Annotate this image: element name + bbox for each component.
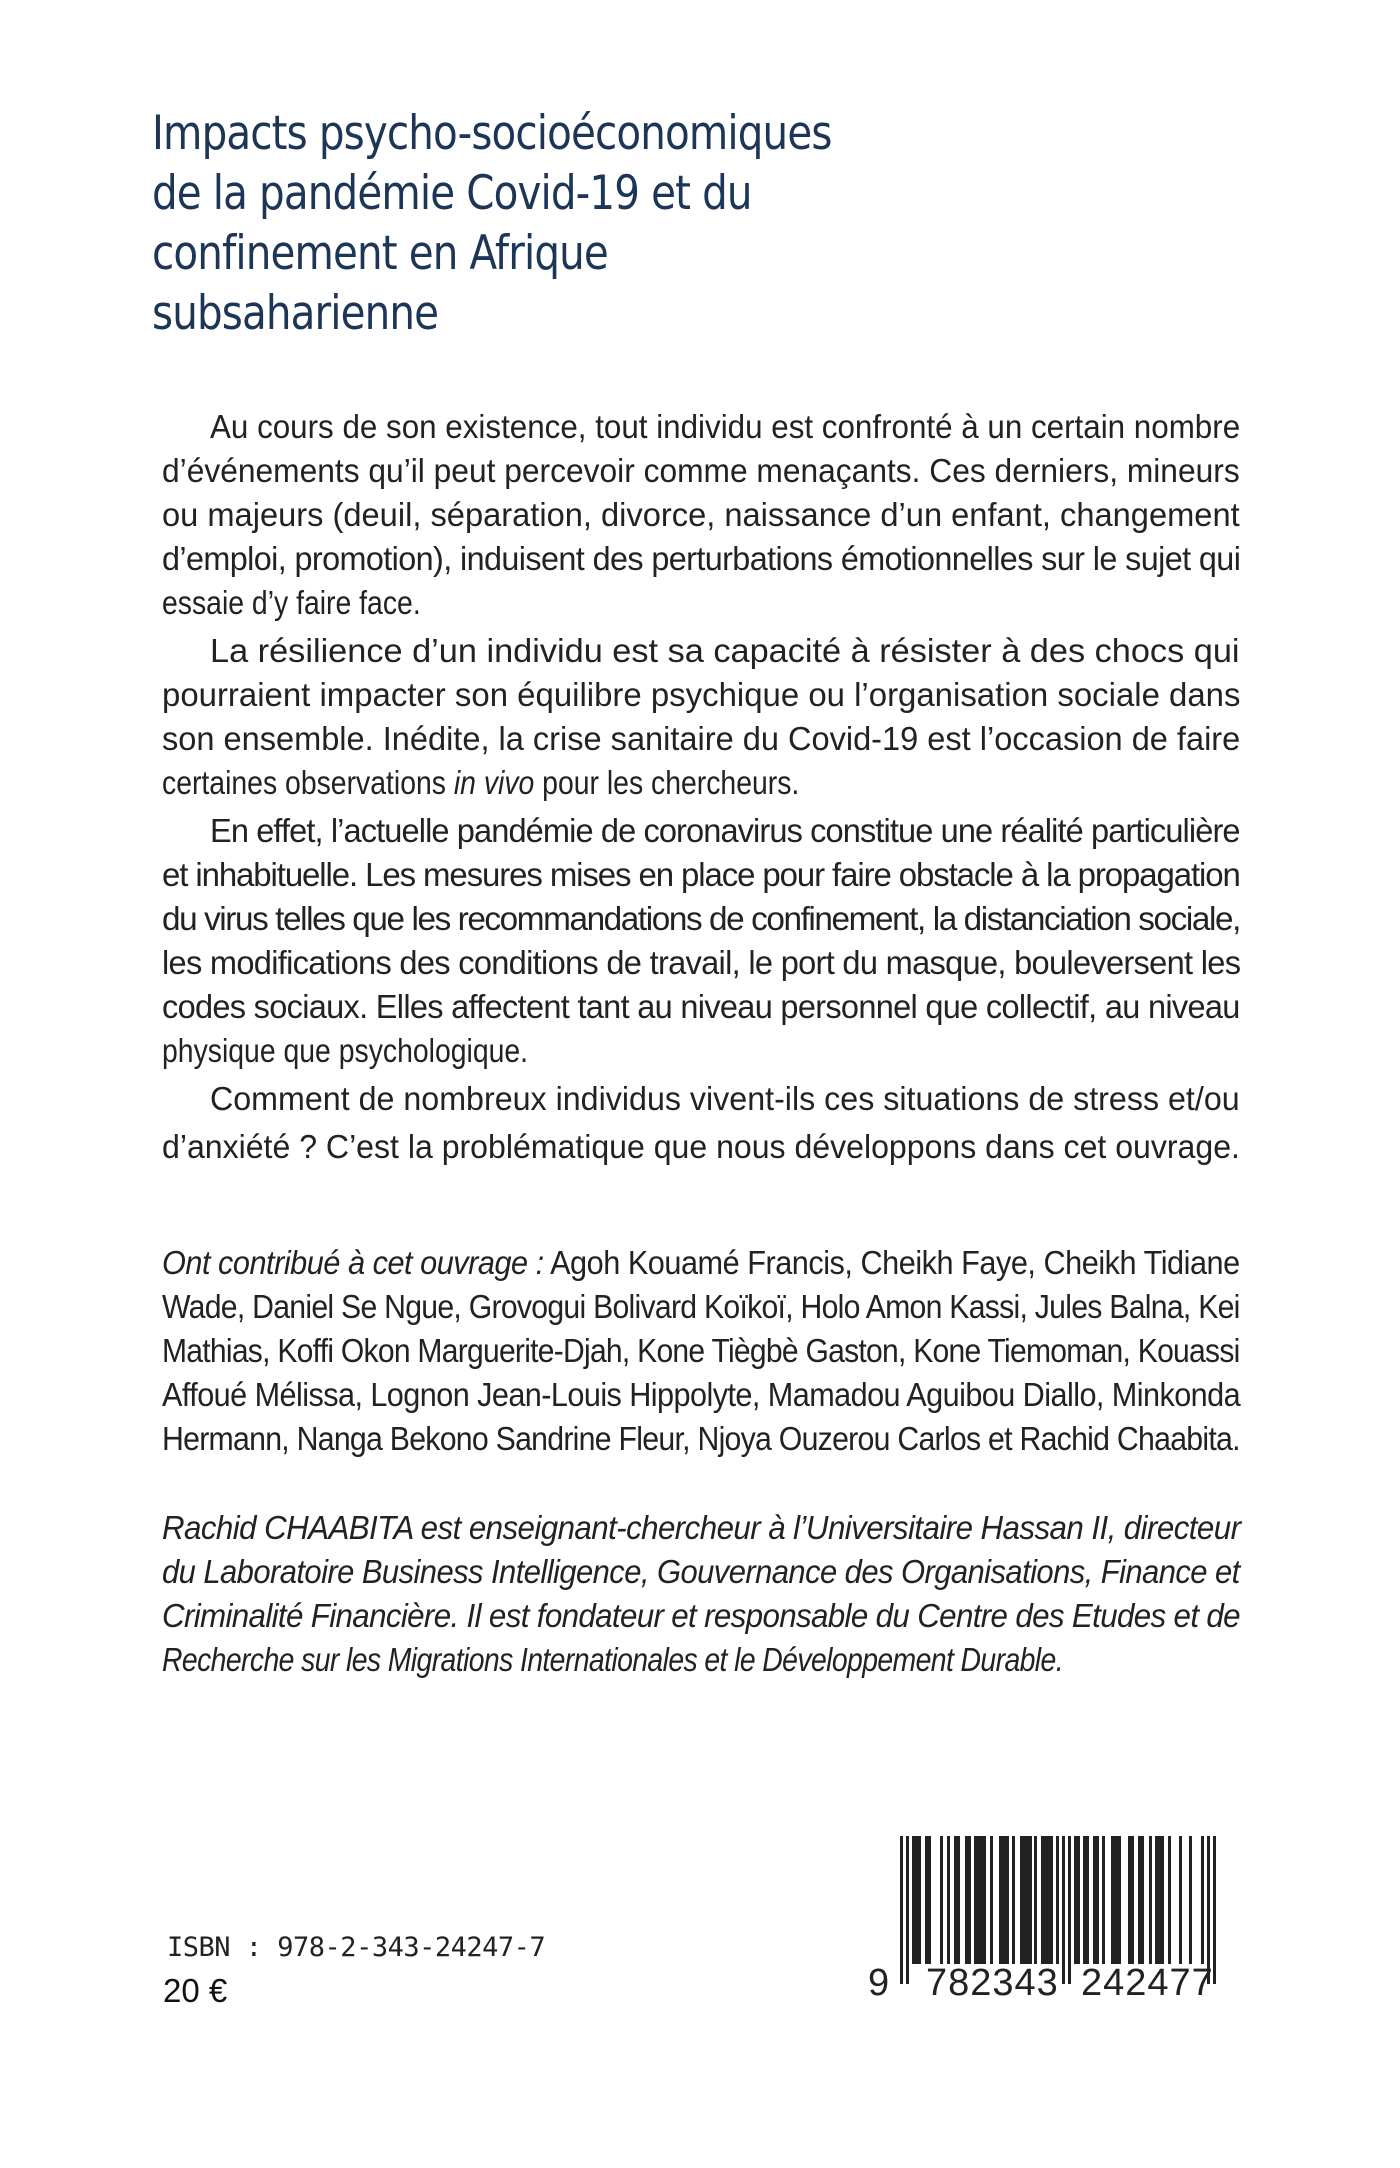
summary-line: son ensemble. Inédite, la crise sanitaire du Covid-19 est l’occasion de faire: [162, 720, 1241, 757]
title-line: de la pandémie Covid-19 et du: [152, 166, 752, 221]
contributors-line: Wade, Daniel Se Ngue, Grovogui Bolivard Koïkoï, Holo Amon Kassi, Jules Balna, Kei: [162, 1288, 1240, 1325]
bio-line: Rachid CHAABITA est enseignant-chercheur à l’Universitaire Hassan II, directeur: [162, 1509, 1241, 1546]
summary-line: essaie d’y faire face.: [162, 584, 421, 621]
bio-line: Recherche sur les Migrations Internationales et le Développement Durable.: [162, 1641, 1063, 1678]
summary-line: codes sociaux. Elles affectent tant au niveau personnel que collectif, au niveau: [162, 988, 1240, 1025]
contributors-line: Hermann, Nanga Bekono Sandrine Fleur, Njoya Ouzerou Carlos et Rachid Chaabita.: [162, 1420, 1240, 1457]
summary-line: Au cours de son existence, tout individu est confronté à un certain nombre: [210, 408, 1241, 445]
summary-line: du virus telles que les recommandations de confinement, la distanciation sociale,: [162, 900, 1240, 937]
summary-line: d’emploi, promotion), induisent des perturbations émotionnelles sur le sujet qui: [162, 540, 1241, 577]
title-line: confinement en Afrique: [152, 226, 608, 281]
summary-line: d’anxiété ? C’est la problématique que nous développons dans cet ouvrage.: [162, 1128, 1240, 1165]
summary-line: pourraient impacter son équilibre psychique ou l’organisation sociale dans: [162, 676, 1241, 713]
contributors-label: Ont contribué à cet ouvrage :: [162, 1244, 544, 1281]
isbn-text: ISBN : 978-2-343-24247-7: [167, 1932, 546, 1963]
book-title: [152, 104, 1052, 344]
barcode-lead-digit: 9: [868, 1962, 891, 2004]
summary-line: physique que psychologique.: [162, 1032, 529, 1069]
title-line: subsaharienne: [152, 286, 439, 341]
summary-line: [162, 761, 1240, 805]
barcode-right-digits: 242477: [1081, 1962, 1214, 2004]
summary-italic-phrase: in vivo: [453, 764, 535, 801]
contributors-line: Mathias, Koffi Okon Marguerite-Djah, Kone Tiègbè Gaston, Kone Tiemoman, Kouassi: [162, 1332, 1240, 1369]
summary-line: Comment de nombreux individus vivent-ils ces situations de stress et/ou: [210, 1080, 1240, 1117]
contributors-text: [162, 1241, 1240, 1461]
summary-line: les modifications des conditions de travail, le port du masque, bouleversent les: [162, 944, 1241, 981]
contributors-line: Affoué Mélissa, Lognon Jean-Louis Hippolyte, Mamadou Aguibou Diallo, Minkonda: [162, 1376, 1241, 1413]
author-bio: [162, 1506, 1240, 1682]
contributors-names: Agoh Kouamé Francis, Cheikh Faye, Cheikh Tidiane: [543, 1244, 1240, 1281]
title-line: Impacts psycho-socioéconomiques: [152, 106, 832, 161]
barcode-left-digits: 782343: [926, 1962, 1059, 2004]
price-text: 20 €: [163, 1972, 228, 2009]
summary-line: d’événements qu’il peut percevoir comme menaçants. Ces derniers, mineurs: [162, 452, 1240, 489]
bio-line: du Laboratoire Business Intelligence, Gouvernance des Organisations, Finance et: [162, 1553, 1240, 1590]
summary-text-fragment: pour les chercheurs.: [534, 764, 800, 801]
contributors-line: [162, 1241, 1240, 1285]
summary-text: [162, 405, 1240, 1169]
summary-line: et inhabituelle. Les mesures mises en place pour faire obstacle à la propagation: [162, 856, 1240, 893]
summary-line: La résilience d’un individu est sa capacité à résister à des chocs qui: [210, 632, 1240, 669]
bio-line: Criminalité Financière. Il est fondateur et responsable du Centre des Etudes et de: [162, 1597, 1240, 1634]
summary-line: ou majeurs (deuil, séparation, divorce, naissance d’un enfant, changement: [162, 496, 1240, 533]
summary-text-fragment: certaines observations: [162, 764, 454, 801]
summary-line: En effet, l’actuelle pandémie de coronavirus constitue une réalité particulière: [210, 812, 1240, 849]
